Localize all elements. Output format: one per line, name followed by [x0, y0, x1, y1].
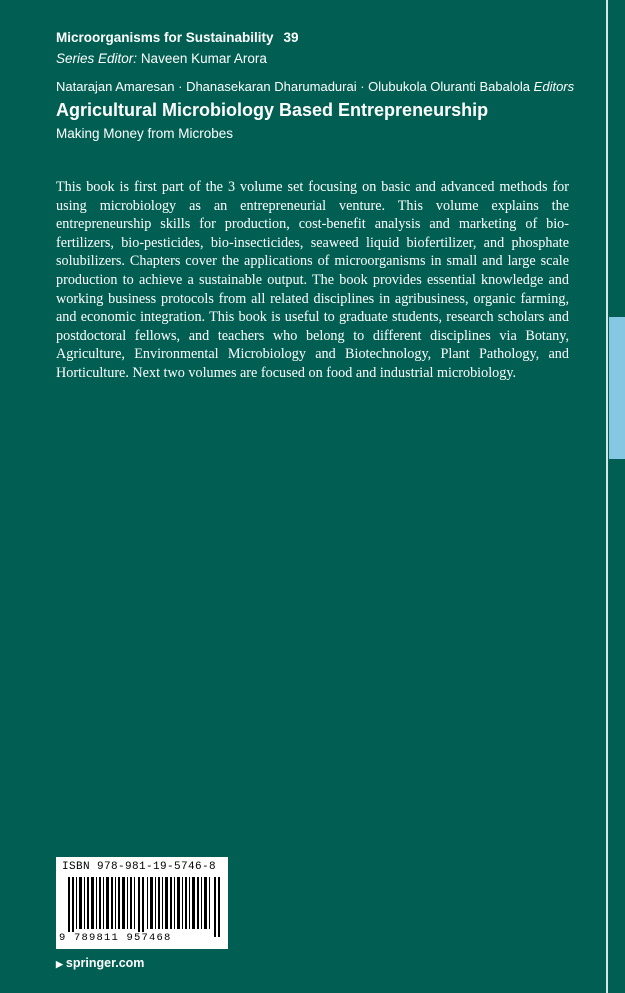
- book-subtitle: Making Money from Microbes: [56, 126, 234, 141]
- barcode-digits: [58, 932, 226, 945]
- springer-link[interactable]: [56, 955, 144, 972]
- spine-color-tab: [609, 317, 625, 459]
- triangle-right-icon: ▶: [56, 959, 63, 969]
- isbn-barcode: [56, 857, 228, 949]
- series-name: Microorganisms for Sustainability: [56, 30, 274, 45]
- cover-header: [56, 29, 596, 143]
- isbn-label: ISBN 978-981-19-5746-8: [62, 861, 217, 873]
- series-editor-label: Series Editor:: [56, 51, 138, 66]
- editor-names: Natarajan Amaresan · Dhanasekaran Dharumadurai · Olubukola Oluranti Babalola: [56, 79, 531, 94]
- springer-link-text: springer.com: [65, 956, 145, 970]
- series-volume-number: 39: [283, 30, 299, 45]
- series-editor: [56, 50, 596, 68]
- spine-edge-line: [606, 0, 608, 993]
- book-description: This book is first part of the 3 volume set focusing on basic and advanced methods for using microbiology as an entrepreneurial venture. This volume explains the entrepreneurship skills for production, cost-benefit analysis and marketing of bio-fertilizers, bio-pesticides, bio-insecticides, seaweed liquid biofertilizer, and phosphate solubilizers. Chapters cover the applications of microorganisms in small and large scale production to achieve a sustainable output. The book provides essential knowledge and working business protocols from all related disciplines in agribusiness, organic farming, and economic integration. This book is useful to graduate students, research scholars and postdoctoral fellows, and teachers who belong to different disciplines via Botany, Agriculture, Environmental Microbiology and Biotechnology, Plant Pathology, and Horticulture. Next two volumes are focused on food and industrial microbiology.: [56, 179, 569, 381]
- series-editor-name: Naveen Kumar Arora: [140, 51, 267, 66]
- editors-role: Editors: [533, 79, 575, 94]
- book-editors: [56, 78, 596, 96]
- barcode-bars: [68, 877, 220, 937]
- book-title: Agricultural Microbiology Based Entrepreneurship: [56, 100, 489, 120]
- series-title: [56, 29, 596, 47]
- barcode-digits-text: 9 789811 957468: [59, 932, 172, 944]
